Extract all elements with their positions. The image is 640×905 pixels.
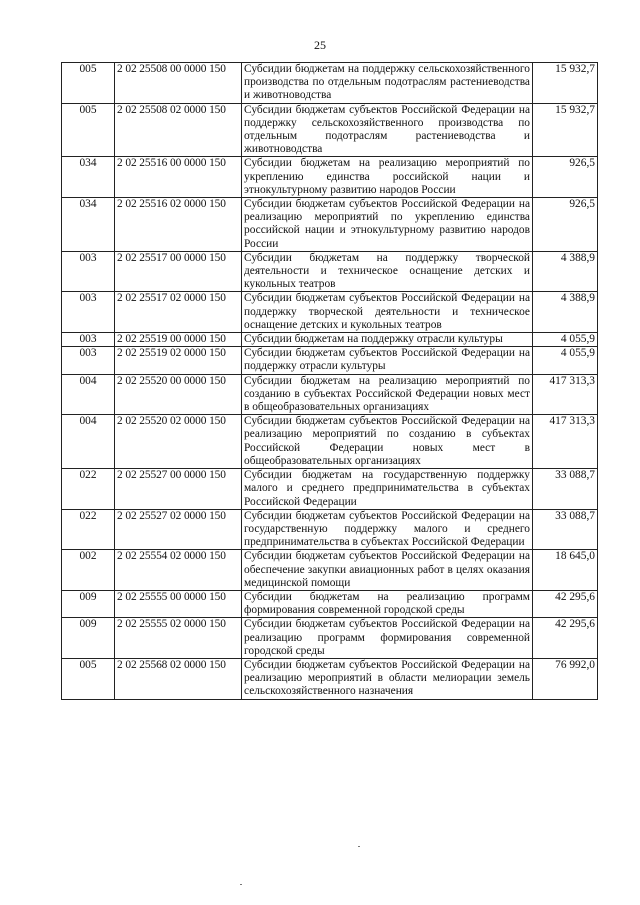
budget-code-cell: 2 02 25508 02 0000 150 [115,103,242,157]
admin-code-cell: 002 [62,550,115,591]
budget-code-cell: 2 02 25516 02 0000 150 [115,198,242,252]
admin-code-cell: 034 [62,157,115,198]
budget-code-cell: 2 02 25519 02 0000 150 [115,347,242,374]
table-row [62,374,598,415]
revenue-name-cell: Субсидии бюджетам субъектов Российской Федерации на поддержку сельскохозяйственного производства по отдельным подотраслям растениеводства и животноводства [242,103,533,157]
table-row [62,157,598,198]
admin-code-cell: 034 [62,198,115,252]
amount-cell: 4 388,9 [533,251,598,292]
scan-speck [358,846,360,847]
table-row [62,509,598,550]
amount-cell: 417 313,3 [533,415,598,469]
scan-speck [240,884,242,885]
admin-code-cell: 005 [62,658,115,699]
budget-code-cell: 2 02 25508 00 0000 150 [115,63,242,104]
amount-cell: 417 313,3 [533,374,598,415]
budget-code-cell: 2 02 25516 00 0000 150 [115,157,242,198]
table-row [62,658,598,699]
amount-cell: 926,5 [533,157,598,198]
amount-cell: 33 088,7 [533,509,598,550]
budget-code-cell: 2 02 25555 00 0000 150 [115,590,242,617]
admin-code-cell: 022 [62,509,115,550]
revenue-name-cell: Субсидии бюджетам субъектов Российской Федерации на реализацию программ формирования современной городской среды [242,618,533,659]
table-row [62,550,598,591]
budget-code-cell: 2 02 25527 00 0000 150 [115,469,242,510]
revenue-name-cell: Субсидии бюджетам субъектов Российской Федерации на поддержку творческой деятельности и техническое оснащение детских и кукольных театров [242,292,533,333]
table-row [62,251,598,292]
amount-cell: 15 932,7 [533,63,598,104]
table-row [62,103,598,157]
table-row [62,618,598,659]
table-body [62,63,598,700]
revenue-name-cell: Субсидии бюджетам субъектов Российской Федерации на поддержку отрасли культуры [242,347,533,374]
amount-cell: 33 088,7 [533,469,598,510]
amount-cell: 42 295,6 [533,590,598,617]
amount-cell: 42 295,6 [533,618,598,659]
revenue-name-cell: Субсидии бюджетам субъектов Российской Федерации на реализацию мероприятий в области мелиорации земель сельскохозяйственного назначения [242,658,533,699]
revenue-name-cell: Субсидии бюджетам на государственную поддержку малого и среднего предпринимательства в субъектах Российской Федерации [242,469,533,510]
amount-cell: 4 055,9 [533,347,598,374]
revenue-name-cell: Субсидии бюджетам субъектов Российской Федерации на обеспечение закупки авиационных работ в целях оказания медицинской помощи [242,550,533,591]
admin-code-cell: 005 [62,103,115,157]
revenue-name-cell: Субсидии бюджетам на поддержку отрасли культуры [242,333,533,347]
amount-cell: 18 645,0 [533,550,598,591]
revenue-name-cell: Субсидии бюджетам субъектов Российской Федерации на реализацию мероприятий по укреплению единства российской нации и этнокультурному развитию народов России [242,198,533,252]
table-row [62,333,598,347]
budget-code-cell: 2 02 25520 00 0000 150 [115,374,242,415]
revenue-name-cell: Субсидии бюджетам на поддержку творческой деятельности и техническое оснащение детских и кукольных театров [242,251,533,292]
admin-code-cell: 004 [62,415,115,469]
budget-code-cell: 2 02 25555 02 0000 150 [115,618,242,659]
admin-code-cell: 009 [62,618,115,659]
revenue-name-cell: Субсидии бюджетам на реализацию мероприятий по созданию в субъектах Российской Федерации новых мест в общеобразовательных организациях [242,374,533,415]
amount-cell: 926,5 [533,198,598,252]
admin-code-cell: 003 [62,292,115,333]
revenue-name-cell: Субсидии бюджетам субъектов Российской Федерации на государственную поддержку малого и среднего предпринимательства в субъектах Российской Федерации [242,509,533,550]
admin-code-cell: 003 [62,347,115,374]
revenue-name-cell: Субсидии бюджетам субъектов Российской Федерации на реализацию мероприятий по созданию в субъектах Российской Федерации новых мест в общеобразовательных организациях [242,415,533,469]
amount-cell: 76 992,0 [533,658,598,699]
table-row [62,469,598,510]
admin-code-cell: 009 [62,590,115,617]
budget-code-cell: 2 02 25527 02 0000 150 [115,509,242,550]
amount-cell: 15 932,7 [533,103,598,157]
admin-code-cell: 003 [62,251,115,292]
table-row [62,590,598,617]
budget-code-cell: 2 02 25517 02 0000 150 [115,292,242,333]
budget-code-cell: 2 02 25554 02 0000 150 [115,550,242,591]
amount-cell: 4 055,9 [533,333,598,347]
revenue-name-cell: Субсидии бюджетам на поддержку сельскохозяйственного производства по отдельным подотраслям растениеводства и животноводства [242,63,533,104]
budget-code-cell: 2 02 25568 02 0000 150 [115,658,242,699]
budget-code-cell: 2 02 25520 02 0000 150 [115,415,242,469]
budget-code-cell: 2 02 25519 00 0000 150 [115,333,242,347]
table-row [62,415,598,469]
page-number: 25 [314,38,326,52]
revenue-name-cell: Субсидии бюджетам на реализацию мероприятий по укреплению единства российской нации и этнокультурному развитию народов России [242,157,533,198]
admin-code-cell: 003 [62,333,115,347]
admin-code-cell: 022 [62,469,115,510]
table-row [62,347,598,374]
revenue-name-cell: Субсидии бюджетам на реализацию программ формирования современной городской среды [242,590,533,617]
budget-revenue-table [61,62,598,700]
table-row [62,198,598,252]
table-row [62,63,598,104]
amount-cell: 4 388,9 [533,292,598,333]
budget-code-cell: 2 02 25517 00 0000 150 [115,251,242,292]
table-row [62,292,598,333]
admin-code-cell: 005 [62,63,115,104]
admin-code-cell: 004 [62,374,115,415]
